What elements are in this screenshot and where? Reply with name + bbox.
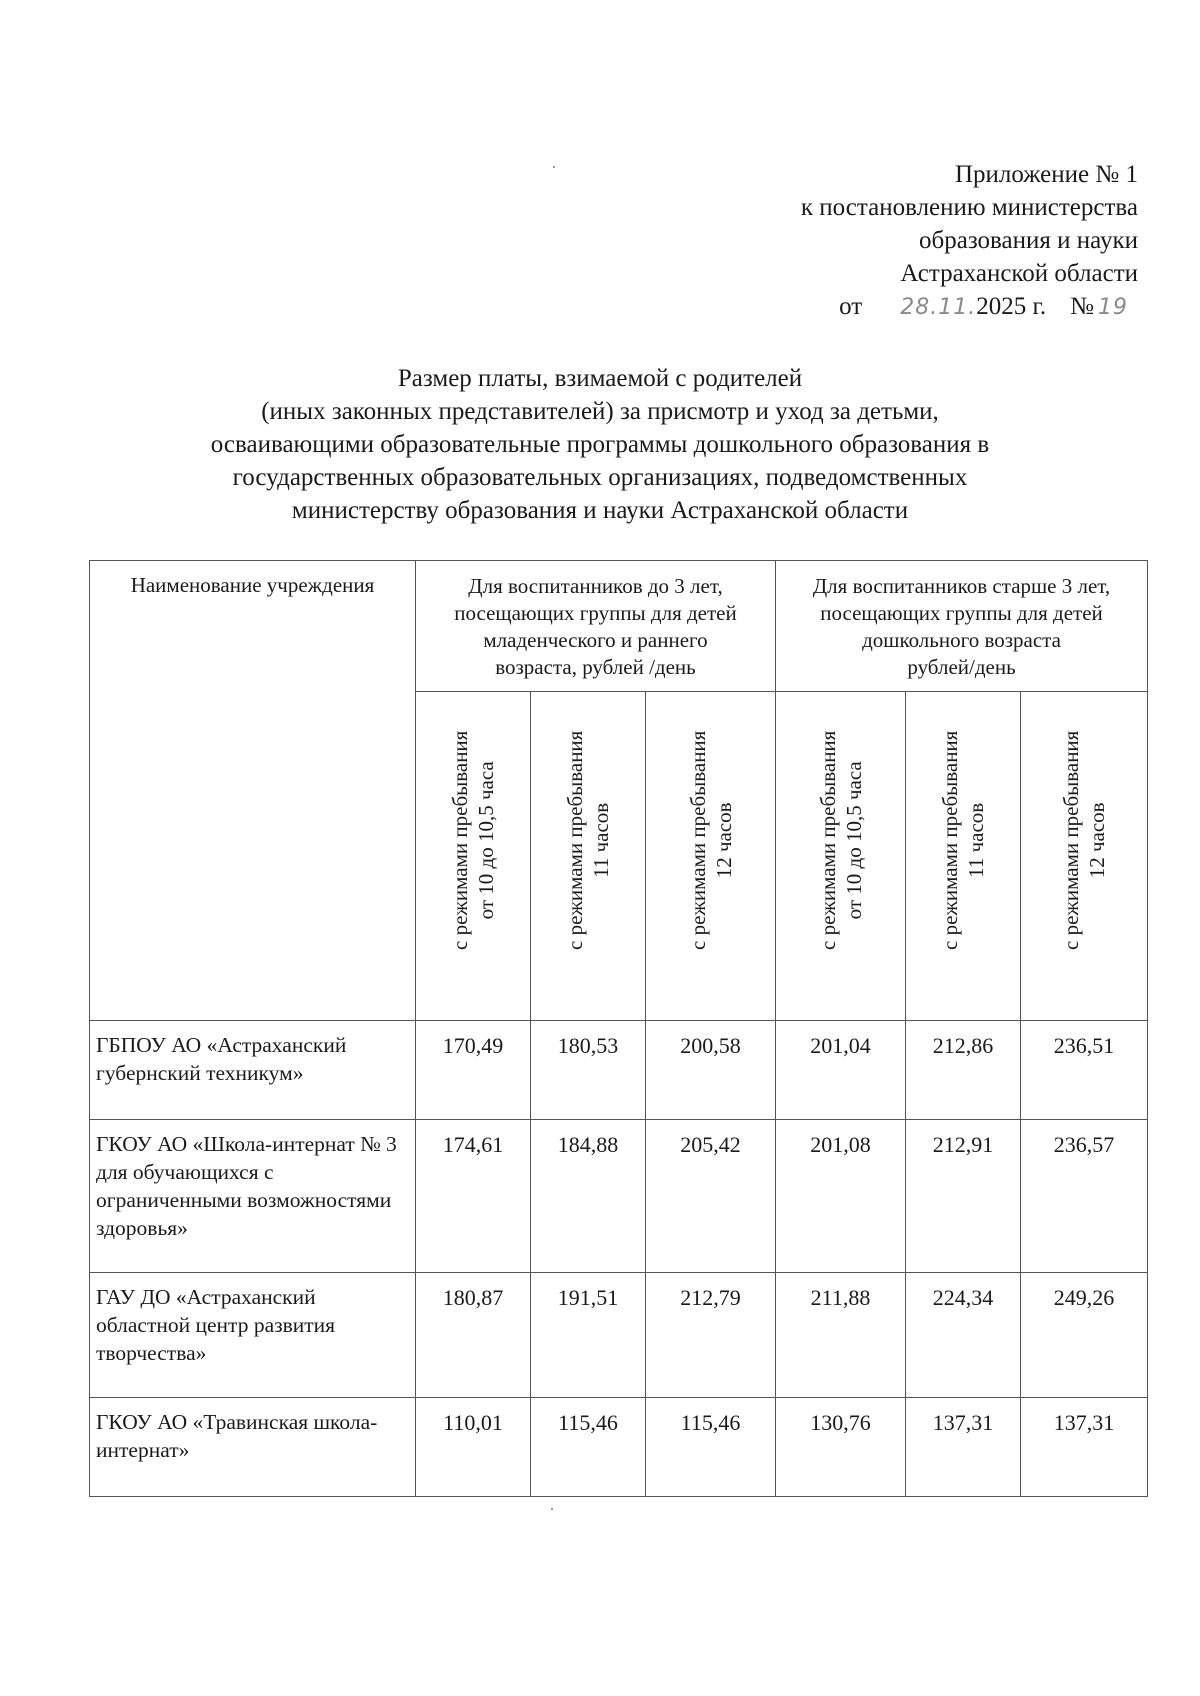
fee-value: 115,46 [531, 1398, 646, 1497]
date-prefix: от [839, 293, 863, 320]
fee-value: 180,53 [531, 1021, 646, 1120]
fee-value: 184,88 [531, 1120, 646, 1273]
appendix-line-1: Приложение № 1 [954, 161, 1138, 188]
fee-value: 212,91 [906, 1120, 1021, 1273]
subheader-b2: с режимами пребывания 11 часов [906, 692, 1021, 1021]
fee-value: 170,49 [416, 1021, 531, 1120]
table-row [90, 1120, 1148, 1273]
subheader-a2: с режимами пребывания 11 часов [531, 692, 646, 1021]
fee-value: 115,46 [646, 1398, 776, 1497]
fee-value: 236,51 [1021, 1021, 1148, 1120]
scan-speck [551, 1508, 553, 1510]
date-year: 2025 г. [976, 293, 1047, 320]
institution-name: ГБПОУ АО «Астраханский губернский техникум» [90, 1021, 416, 1120]
fee-value: 110,01 [416, 1398, 531, 1497]
fee-value: 137,31 [1021, 1398, 1148, 1497]
group-a-line: возраста, рублей /день [495, 655, 696, 679]
title-line-3: осваивающими образовательные программы дошкольного образования в [210, 431, 990, 458]
appendix-line-3: образования и науки [919, 227, 1138, 254]
appendix-block [801, 158, 1138, 324]
table-row [90, 1398, 1148, 1497]
group-b-line: Для воспитанников старше 3 лет, [812, 574, 1111, 598]
fee-value: 180,87 [416, 1273, 531, 1398]
institution-name: ГАУ ДО «Астраханский областной центр развития творчества» [90, 1273, 416, 1398]
fee-value: 212,86 [906, 1021, 1021, 1120]
appendix-line-2: к постановлению министерства [800, 194, 1138, 221]
appendix-date-line [801, 290, 1138, 324]
table-row [90, 1021, 1148, 1120]
subheader-b3: с режимами пребывания 12 часов [1021, 692, 1148, 1021]
fee-value: 201,08 [776, 1120, 906, 1273]
fee-value: 130,76 [776, 1398, 906, 1497]
fee-value: 236,57 [1021, 1120, 1148, 1273]
group-b-line: посещающих группы для детей [820, 601, 1103, 625]
title-line-2: (иных законных представителей) за присмотр и уход за детьми, [261, 398, 939, 425]
title-line-4: государственных образовательных организациях, подведомственных [232, 464, 968, 491]
fee-value: 174,61 [416, 1120, 531, 1273]
document-title [100, 362, 1100, 527]
fee-value: 249,26 [1021, 1273, 1148, 1398]
handwritten-number: 19 [1098, 295, 1128, 320]
title-line-1: Размер платы, взимаемой с родителей [397, 365, 803, 392]
group-a-line: посещающих группы для детей [454, 601, 737, 625]
fee-value: 191,51 [531, 1273, 646, 1398]
group-b-line: дошкольного возраста [862, 628, 1061, 652]
title-line-5: министерству образования и науки Астраханской области [291, 497, 909, 524]
group-a-line: Для воспитанников до 3 лет, [468, 574, 723, 598]
fee-value: 224,34 [906, 1273, 1021, 1398]
table-row [90, 1273, 1148, 1398]
institution-name: ГКОУ АО «Школа-интернат № 3 для обучающихся с ограниченными возможностями здоровья» [90, 1120, 416, 1273]
fee-value: 201,04 [776, 1021, 906, 1120]
fee-value: 205,42 [646, 1120, 776, 1273]
appendix-line-4: Астраханской области [900, 260, 1138, 287]
subheader-a3: с режимами пребывания 12 часов [646, 692, 776, 1021]
header-institution-name: Наименование учреждения [90, 561, 416, 1021]
scan-speck [553, 166, 555, 168]
group-b-line: рублей/день [907, 655, 1016, 679]
header-group-under-3 [416, 561, 776, 692]
fee-value: 137,31 [906, 1398, 1021, 1497]
header-group-over-3 [776, 561, 1148, 692]
fee-value: 212,79 [646, 1273, 776, 1398]
group-a-line: младенческого и раннего [483, 628, 708, 652]
fee-value: 211,88 [776, 1273, 906, 1398]
fees-table [89, 560, 1148, 1497]
fee-value: 200,58 [646, 1021, 776, 1120]
subheader-a1: с режимами пребывания от 10 до 10,5 часа [416, 692, 531, 1021]
number-label: № [1070, 293, 1094, 320]
subheader-b1: с режимами пребывания от 10 до 10,5 часа [776, 692, 906, 1021]
institution-name: ГКОУ АО «Травинская школа-интернат» [90, 1398, 416, 1497]
handwritten-date: 28.11. [900, 295, 977, 320]
